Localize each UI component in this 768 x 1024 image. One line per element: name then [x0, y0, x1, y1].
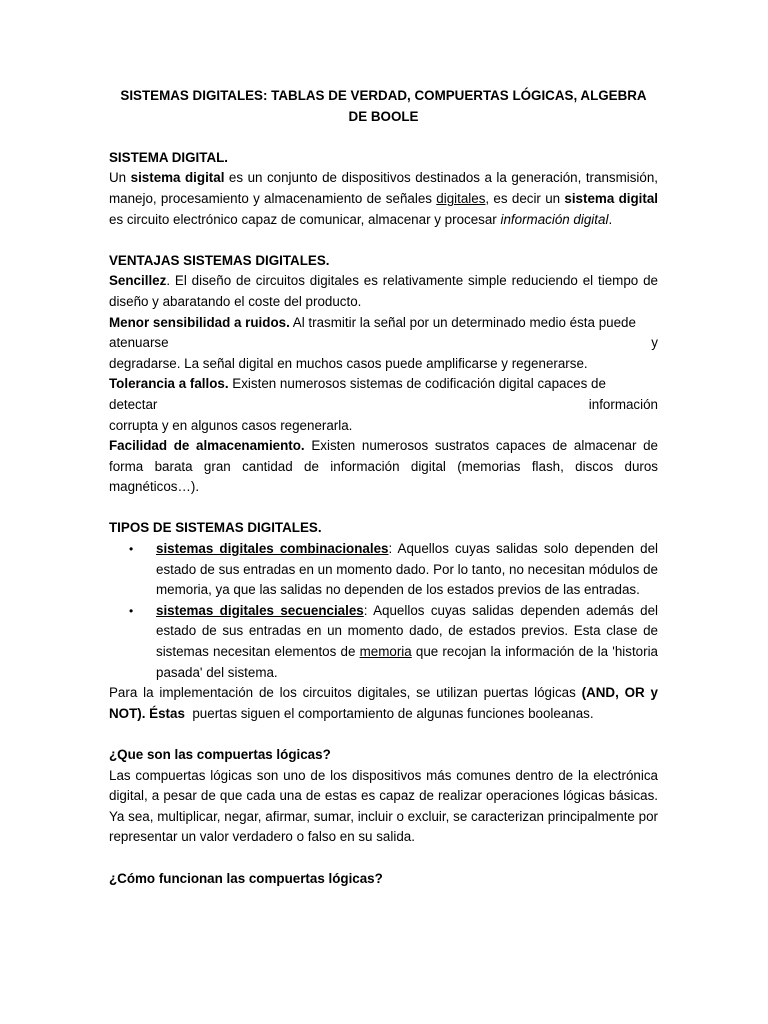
link-secuenciales[interactable]: sistemas digitales secuenciales — [156, 602, 364, 618]
heading-tipos: TIPOS DE SISTEMAS DIGITALES. — [109, 520, 322, 536]
tipos-list — [109, 539, 658, 683]
list-item-secuenciales: • sistemas digitales secuenciales: Aquellos cuyas salidas dependen además del estado de sus entradas en un momento dado, de estados previos. Esta clase de sistemas necesitan elementos de memoria que recojan la información de la 'historia pasada' del sistema. — [129, 602, 658, 680]
heading-que-son: ¿Que son las compuertas lógicas? — [109, 747, 331, 762]
heading-ventajas: VENTAJAS SISTEMAS DIGITALES. — [109, 252, 330, 268]
bullet-icon: • — [129, 603, 134, 618]
paragraph-sistema-digital: Un sistema digital es un conjunto de dispositivos destinados a la generación, transmisión, manejo, procesamiento y almacenamiento de señales digitales, es decir un sistema digital es circuito electrónico capaz de comunicar, almacenar y procesar información digital. — [109, 170, 659, 227]
heading-como-funcionan: ¿Cómo funcionan las compuertas lógicas? — [109, 870, 383, 886]
bullet-icon: • — [129, 542, 134, 557]
ventaja-sencillez: Sencillez. El diseño de circuitos digitales es relativamente simple reduciendo el tiempo de diseño y abaratando el coste del producto. — [109, 273, 658, 309]
ventaja-tolerancia-line2: detectar información — [109, 396, 658, 412]
link-digitales[interactable]: digitales — [436, 190, 486, 206]
heading-sistema-digital: SISTEMA DIGITAL. — [109, 149, 229, 165]
ventaja-ruidos-line2: atenuarse y — [109, 335, 658, 351]
link-combinacionales[interactable]: sistemas digitales combinacionales — [156, 541, 389, 557]
ventaja-ruidos-line3: degradarse. La señal digital en muchos casos puede amplificarse y regenerarse. — [109, 355, 588, 371]
list-item-combinacionales: • sistemas digitales combinacionales: Aquellos cuyas salidas solo dependen del estado de sus entradas en un momento dado. Por lo tanto, no necesitan módulos de memoria, ya que las salidas no dependen de los estados previos de las entradas. — [129, 541, 659, 598]
document-page — [109, 86, 658, 889]
term-sistema-digital: sistema digital — [130, 170, 225, 186]
ventaja-almacenamiento: Facilidad de almacenamiento. Existen numerosos sustratos capaces de almacenar de forma barata gran cantidad de información digital (memorias flash, discos duros magnéticos…). — [109, 438, 659, 495]
paragraph-que-son: Las compuertas lógicas son uno de los dispositivos más comunes dentro de la electrónica digital, a pesar de que cada una de estas es capaz de realizar operaciones lógicas básicas. Ya sea, multiplicar, negar, afirmar, sumar, incluir o excluir, se caracterizan principalmente por representar un valor verdadero o falso en su salida. — [109, 767, 658, 845]
link-memoria[interactable]: memoria — [359, 644, 412, 660]
term-informacion-digital: información digital — [500, 211, 609, 227]
ventaja-tolerancia-line3: corrupta y en algunos casos regenerarla. — [109, 417, 353, 433]
document-title: SISTEMAS DIGITALES: TABLAS DE VERDAD, COMPUERTAS LÓGICAS, ALGEBRA DE BOOLE — [120, 88, 647, 124]
ventaja-tolerancia: Tolerancia a fallos. Existen numerosos sistemas de codificación digital capaces de — [109, 376, 606, 392]
ventaja-ruidos: Menor sensibilidad a ruidos. Al trasmitir la señal por un determinado medio ésta puede — [109, 314, 636, 330]
paragraph-puertas: Para la implementación de los circuitos digitales, se utilizan puertas lógicas (AND, OR y NOT). Éstas puertas siguen el comportamiento de algunas funciones booleanas. — [109, 685, 658, 721]
term-sistema-digital-2: sistema digital — [564, 190, 658, 206]
